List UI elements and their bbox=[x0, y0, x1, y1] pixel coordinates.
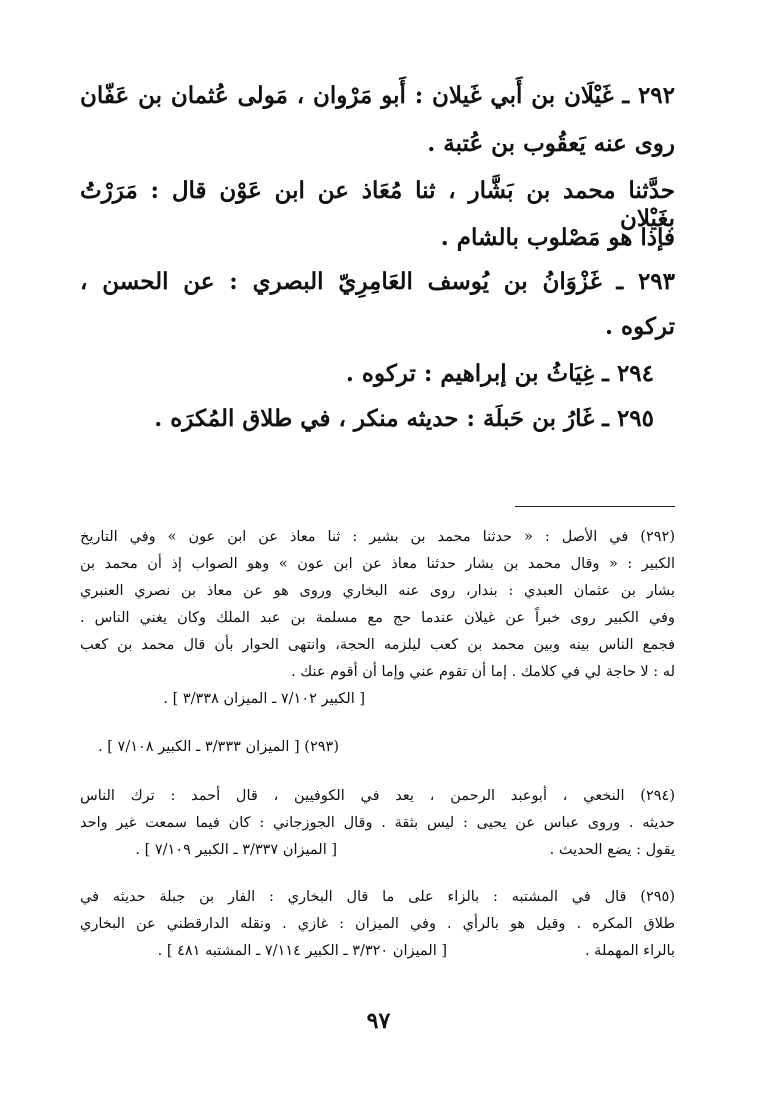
entry-293-line-1: ٢٩٣ ـ غَزْوَانُ بن يُوسف العَامِرِيّ البصري : عن الحسن ، bbox=[80, 268, 675, 295]
footnote-separator bbox=[515, 506, 675, 507]
footnote-295-line-1: (٢٩٥) قال في المشتبه : بالزاء على ما قال البخاري : الفار بن جبلة حديثه في bbox=[80, 889, 675, 905]
footnote-295-reference: [ الميزان ٣/٣٢٠ ـ الكبير ٧/١١٤ ـ المشتبه ٤٨١ ] . bbox=[157, 943, 447, 959]
footnote-292-line-6: له : لا حاجة لي في كلامك . إما أن تقوم عني وإما أن أقوم عنك . bbox=[291, 664, 675, 680]
footnote-295-line-3-text: بالراء المهملة . bbox=[584, 943, 675, 959]
footnote-292-line-4: وفي الكبير روى خبراً عن غيلان عندما حج مع مسلمة بن عبد الملك وكان يغني الناس . bbox=[80, 610, 675, 626]
footnote-295-line-2: طلاق المكره . وقيل هو بالرأي . وفي الميزان : غازي . ونقله الدارقطني عن البخاري bbox=[80, 916, 675, 932]
footnote-292-line-2: الكبير : « وقال محمد بن بشار حدثنا معاذ عن ابن عون » وهو الصواب إذ أن محمد بن bbox=[80, 556, 675, 572]
entry-293-line-2: تركوه . bbox=[605, 313, 675, 340]
hadith-line-2: فإذا هو مَصْلوب بالشام . bbox=[440, 224, 675, 251]
footnote-292-reference: [ الكبير ٧/١٠٢ ـ الميزان ٣/٣٣٨ ] . bbox=[163, 691, 365, 707]
hadith-line-1: حدَّثنا محمد بن بَشَّار ، ثنا مُعَاذ عن ابن عَوْن قال : مَرَرْتُ بغَيْلان bbox=[80, 177, 675, 232]
footnote-292-line-5: فجمع الناس بينه وبين محمد بن كعب ليلزمه الحجة، وانتهى الحوار بأن قال محمد بن كعب bbox=[80, 637, 675, 653]
footnote-293: (٢٩٣) [ الميزان ٣/٣٣٣ ـ الكبير ٧/١٠٨ ] . bbox=[98, 739, 339, 755]
footnote-292-line-3: بشار بن عثمان العبدي : بندار، روى عنه البخاري وروى هو عن معاذ بن نصري العنبري bbox=[80, 583, 675, 599]
footnote-292-line-1: (٢٩٢) في الأصل : « حدثنا محمد بن بشير : ثنا معاذ عن ابن عون » وفي التاريخ bbox=[80, 529, 675, 545]
entry-294: ٢٩٤ ـ غِيَاثُ بن إبراهيم : تركوه . bbox=[345, 360, 654, 387]
footnote-294-line-1: (٢٩٤) النخعي ، أبوعبد الرحمن ، يعد في الكوفيين ، قال أحمد : ترك الناس bbox=[80, 788, 675, 804]
page-number: ٩٧ bbox=[366, 1008, 391, 1034]
entry-292-line-2: روى عنه يَعقُوب بن عُتبة . bbox=[427, 130, 675, 157]
footnote-294-line-3-text: يقول : يضع الحديث . bbox=[549, 842, 675, 858]
footnote-294-line-2: حديثه . وروى عباس عن يحيى : ليس بثقة . وقال الجوزجاني : كان فيما سمعت غير واحد bbox=[80, 815, 675, 831]
footnote-294-reference: [ الميزان ٣/٣٣٧ ـ الكبير ٧/١٠٩ ] . bbox=[135, 842, 337, 858]
entry-295: ٢٩٥ ـ غَارُ بن حَبلَة : حديثه منكر ، في طلاق المُكرَه . bbox=[154, 405, 654, 432]
entry-292-line-1: ٢٩٢ ـ غَيْلَان بن أَبي غَيلان : أَبو مَرْوان ، مَولى عُثمان بن عَفّان bbox=[80, 82, 675, 109]
